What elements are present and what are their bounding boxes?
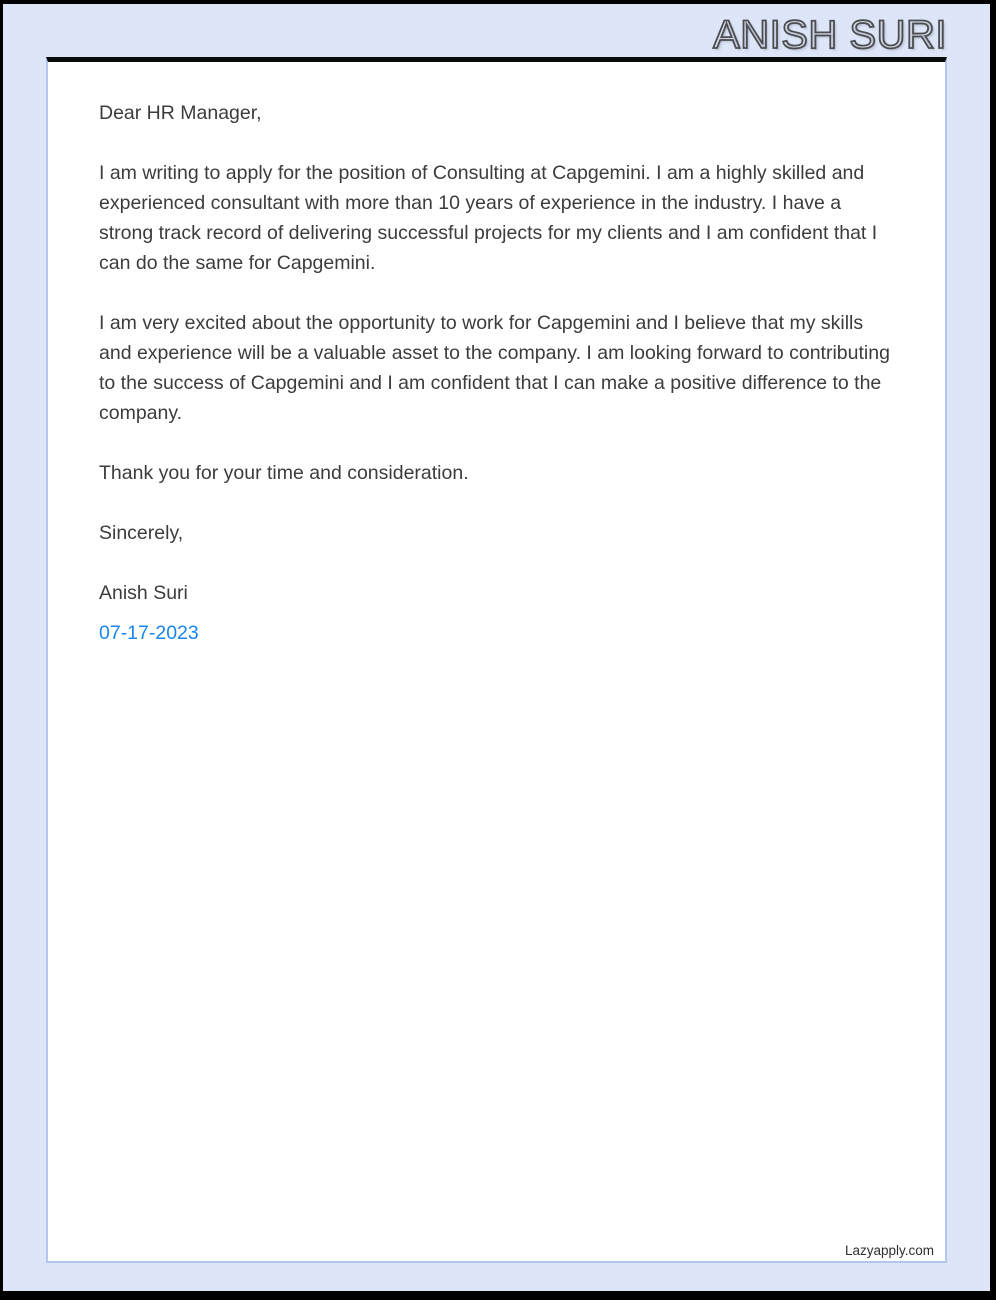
paragraph-intro: I am writing to apply for the position of Consulting at Capgemini. I am a highly skilled and experienced consultant with more than 10 years of experience in the industry. I have a strong track record of delivering successful projects for my clients and I am confident that I can do the same for Capgemini. bbox=[99, 162, 878, 274]
applicant-name-heading: ANISH SURI bbox=[713, 13, 947, 57]
letter-date: 07-17-2023 bbox=[99, 622, 199, 644]
letter-body bbox=[48, 62, 945, 648]
closing-line: Thank you for your time and consideration. bbox=[99, 462, 469, 484]
salutation: Dear HR Manager, bbox=[99, 102, 262, 124]
letter-sheet bbox=[46, 57, 947, 1263]
paragraph-motivation: I am very excited about the opportunity to work for Capgemini and I believe that my skills and experience will be a valuable asset to the company. I am looking forward to contributing to the success of Capgemini and I am confident that I can make a positive difference to the company. bbox=[99, 312, 890, 424]
signature-name: Anish Suri bbox=[99, 582, 188, 604]
signoff: Sincerely, bbox=[99, 522, 184, 544]
watermark-text: Lazyapply.com bbox=[844, 1243, 934, 1258]
letter-header bbox=[3, 4, 990, 57]
